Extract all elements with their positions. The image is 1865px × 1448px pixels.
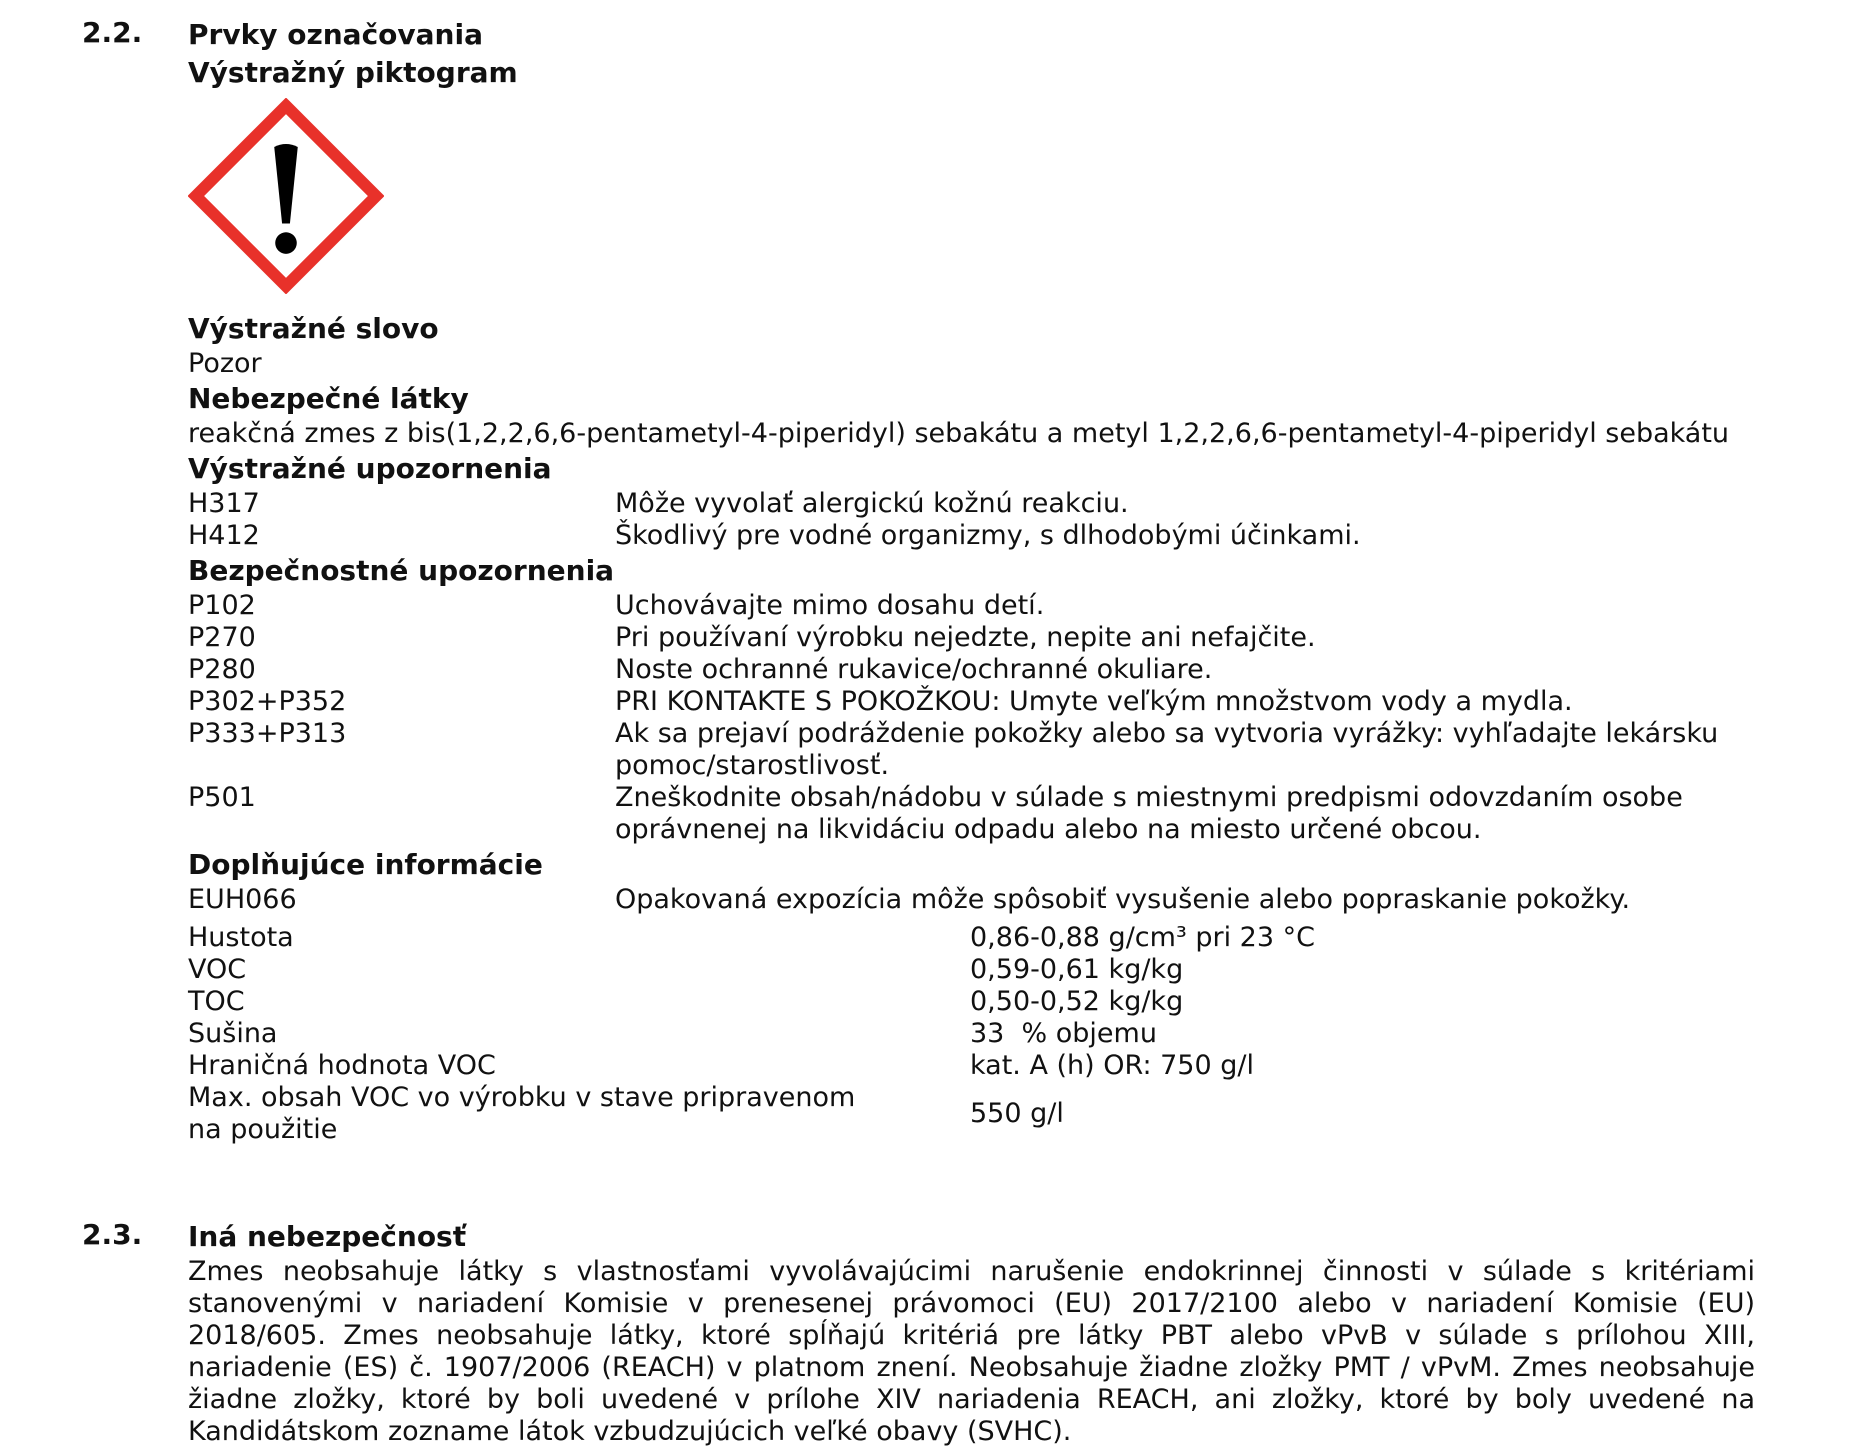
statement-code: H412 <box>188 520 260 551</box>
section-number-2-2: 2.2. <box>82 16 143 49</box>
statement-code: P501 <box>188 782 256 813</box>
property-row <box>188 954 1755 986</box>
property-value: 0,59-0,61 kg/kg <box>970 954 1184 985</box>
property-value: 33 % objemu <box>970 1018 1157 1049</box>
precautionary-statement-row <box>188 718 1755 782</box>
statement-text: Ak sa prejaví podráždenie pokožky alebo sa vytvoria vyrážky: vyhľadajte lekársku pomoc/starostlivosť. <box>615 718 1719 781</box>
pictogram-heading: Výstražný piktogram <box>188 56 518 89</box>
supplementary-statement-row <box>188 884 1755 916</box>
exclamation-mark-diamond-icon <box>188 98 384 294</box>
section-title: Prvky označovania <box>188 18 483 51</box>
precautionary-statement-row <box>188 622 1755 654</box>
precautionary-statements-heading: Bezpečnostné upozornenia <box>188 554 615 587</box>
section-title: Iná nebezpečnosť <box>188 1220 467 1253</box>
statement-code: P333+P313 <box>188 718 347 749</box>
property-label: TOC <box>188 986 245 1017</box>
precautionary-statement-row <box>188 686 1755 718</box>
statement-text: Škodlivý pre vodné organizmy, s dlhodobými účinkami. <box>615 520 1361 551</box>
property-label: VOC <box>188 954 247 985</box>
property-row <box>188 1050 1755 1082</box>
property-row <box>188 1018 1755 1050</box>
section-2-3-content <box>188 1218 1755 1448</box>
signal-word: Pozor <box>188 348 262 379</box>
statement-code: P302+P352 <box>188 686 347 717</box>
property-label: Hustota <box>188 922 294 953</box>
property-row <box>188 922 1755 954</box>
statement-text: Uchovávajte mimo dosahu detí. <box>615 590 1045 621</box>
signal-word-heading: Výstražné slovo <box>188 312 439 345</box>
hazard-statement-row <box>188 520 1755 552</box>
property-label: Hraničná hodnota VOC <box>188 1050 496 1081</box>
precautionary-statement-row <box>188 590 1755 622</box>
property-row <box>188 986 1755 1018</box>
property-value: 0,50-0,52 kg/kg <box>970 986 1184 1017</box>
precautionary-statement-row <box>188 782 1755 846</box>
precautionary-statement-row <box>188 654 1755 686</box>
statement-code: P280 <box>188 654 256 685</box>
other-hazards-text: Zmes neobsahuje látky s vlastnosťami vyvolávajúcimi narušenie endokrinnej činnosti v súlade s kritériami stanovenými v nariadení Komisie v prenesenej právomoci (EU) 2017/2100 alebo v nariadení Komisie (EU) 2018/605. Zmes neobsahuje látky, ktoré spĺňajú kritériá pre látky PBT alebo vPvB v súlade s prílohou XIII, nariadenie (ES) č. 1907/2006 (REACH) v platnom znení. Neobsahuje žiadne zložky PMT / vPvM. Zmes neobsahuje žiadne zložky, ktoré by boli uvedené v prílohe XIV nariadenia REACH, ani zložky, ktoré by boly uvedené na Kandidátskom zozname látok vzbudzujúcich veľké obavy (SVHC). <box>188 1256 1755 1447</box>
property-value: kat. A (h) OR: 750 g/l <box>970 1050 1254 1081</box>
hazard-statement-row <box>188 488 1755 520</box>
statement-text: PRI KONTAKTE S POKOŽKOU: Umyte veľkým množstvom vody a mydla. <box>615 686 1573 717</box>
hazardous-substances-text: reakčná zmes z bis(1,2,2,6,6-pentametyl-4-piperidyl) sebakátu a metyl 1,2,2,6,6-pentametyl-4-piperidyl sebakátu <box>188 418 1730 449</box>
property-value: 0,86-0,88 g/cm³ pri 23 °C <box>970 922 1315 953</box>
statement-code: EUH066 <box>188 884 297 915</box>
property-label: Sušina <box>188 1018 278 1049</box>
statement-code: H317 <box>188 488 260 519</box>
hazard-statements-heading: Výstražné upozornenia <box>188 452 552 485</box>
statement-text: Zneškodnite obsah/nádobu v súlade s miestnymi predpismi odovzdaním osobe oprávnenej na likvidáciu odpadu alebo na miesto určené obcou. <box>615 782 1683 845</box>
statement-text: Pri používaní výrobku nejedzte, nepite ani nefajčite. <box>615 622 1316 653</box>
property-row <box>188 1082 1755 1146</box>
hazardous-substances-heading: Nebezpečné látky <box>188 382 469 415</box>
property-label: Max. obsah VOC vo výrobku v stave pripravenom na použitie <box>188 1082 856 1145</box>
section-2-2-content <box>188 16 1755 1146</box>
section-number-2-3: 2.3. <box>82 1218 143 1251</box>
supplementary-info-heading: Doplňujúce informácie <box>188 848 543 881</box>
statement-code: P270 <box>188 622 256 653</box>
statement-text: Opakovaná expozícia môže spôsobiť vysušenie alebo popraskanie pokožky. <box>615 884 1631 915</box>
property-value: 550 g/l <box>970 1098 1064 1129</box>
statement-code: P102 <box>188 590 256 621</box>
statement-text: Noste ochranné rukavice/ochranné okuliare. <box>615 654 1213 685</box>
statement-text: Môže vyvolať alergickú kožnú reakciu. <box>615 488 1129 519</box>
